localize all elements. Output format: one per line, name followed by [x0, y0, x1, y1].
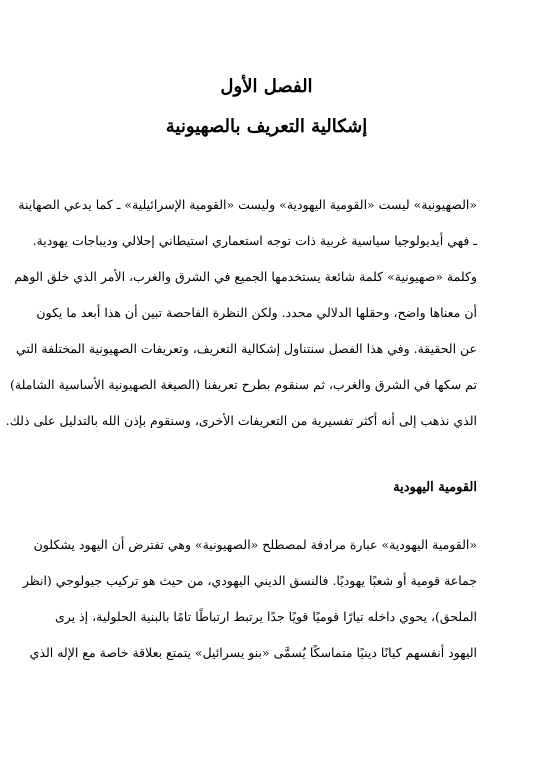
paragraph-line: «الصهيونية» ليست «القومية اليهودية» وليست «القومية الإسرائيلية» ـ كما يدعي الصهاينة	[18, 197, 477, 212]
paragraph-line: ـ فهي أيديولوجيا سياسية غربية ذات توجه استعماري استيطاني إحلالي وديباجات يهودية.	[32, 233, 477, 248]
paragraph-jewish-nationalism	[22, 527, 477, 671]
paragraph-line: الذي نذهب إلى أنه أكثر تفسيرية من التعريفات الأخرى، وسنقوم بإذن الله بالتدليل على ذلك.	[5, 413, 477, 428]
section-heading: القومية اليهودية	[393, 480, 477, 495]
paragraph-line: وكلمة «صهيونية» كلمة شائعة يستخدمها الجميع في الشرق والغرب، الأمر الذي خلق الوهم	[14, 269, 477, 284]
paragraph-line: الملحق)، يحوي داخله تيارًا قوميًا قويًا جدًا يرتبط ارتباطًا تامًا بالبنية الحلولية، إذ يرى	[54, 609, 477, 624]
paragraph-line: اليهود أنفسهم كيانًا دينيًا متماسكًا يُسمَّى «بنو يسرائيل» يتمتع بعلاقة خاصة مع الإله الذي	[29, 645, 477, 660]
paragraph-line: جماعة قومية أو شعبًا يهوديًا. فالنسق الديني اليهودي، من حيث هو تركيب جيولوجي (انظر	[22, 573, 477, 588]
paragraph-line: تم سكها في الشرق والغرب، ثم سنقوم بطرح تعريفنا (الصيغة الصهيونية الأساسية الشاملة)	[10, 377, 477, 392]
paragraph-line: عن الحقيقة. وفي هذا الفصل سنتناول إشكالية التعريف، وتعريفات الصهيونية المختلفة التي	[15, 341, 477, 356]
chapter-subtitle: إشكالية التعريف بالصهيونية	[165, 116, 368, 137]
paragraph-intro	[5, 187, 477, 439]
paragraph-line: «القومية اليهودية» عبارة مرادفة لمصطلح «الصهيونية» وهي تفترض أن اليهود يشكلون	[33, 537, 477, 552]
chapter-title: الفصل الأول	[220, 76, 313, 97]
paragraph-line: أن معناها واضح، وحقلها الدلالي محدد. ولكن النظرة الفاحصة تبين أن هذا أبعد ما يكون	[36, 305, 477, 320]
